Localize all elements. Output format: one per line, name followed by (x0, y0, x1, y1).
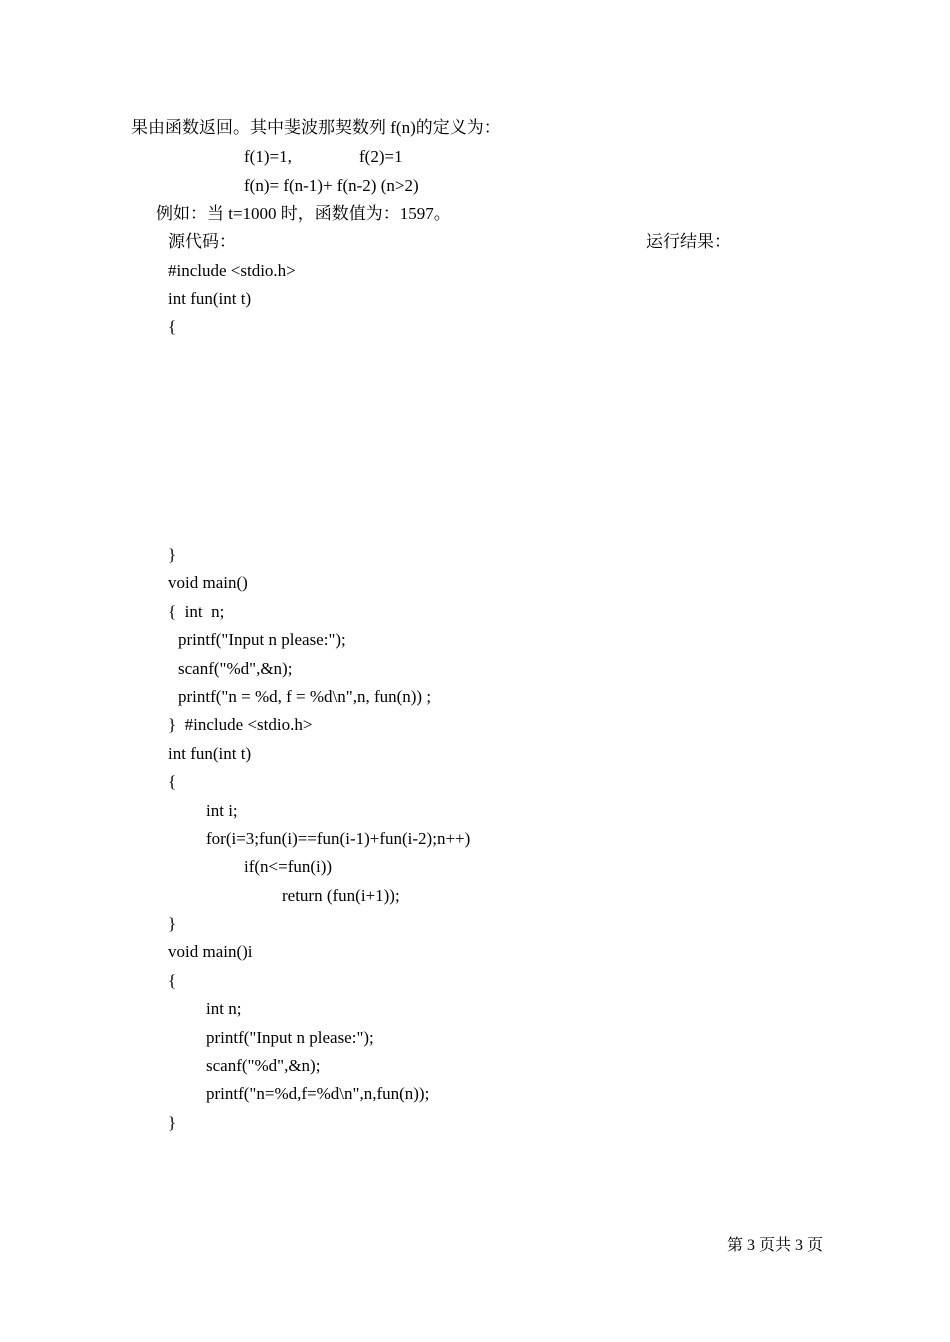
answer-return: return (fun(i+1)); (282, 886, 400, 905)
answer-printf-result: printf("n=%d,f=%d\n",n,fun(n)); (206, 1084, 430, 1103)
code-scanf: scanf("%d",&n); (178, 659, 293, 678)
answer-main-signature: void main()i (168, 942, 253, 961)
definition-f2: f(2)=1 (359, 147, 403, 166)
answer-main-close: } (168, 1113, 177, 1132)
code-close-include: } #include <stdio.h> (168, 715, 313, 734)
answer-decl-n: int n; (206, 999, 242, 1018)
definition-f1: f(1)=1, (244, 147, 292, 166)
source-code-label: 源代码： (168, 232, 236, 251)
answer-decl-i: int i; (206, 801, 238, 820)
answer-printf-prompt: printf("Input n please:"); (206, 1028, 374, 1047)
answer-open-brace: { (168, 772, 177, 791)
code-printf-prompt: printf("Input n please:"); (178, 630, 346, 649)
code-main-decl: { int n; (168, 602, 225, 621)
run-result-label: 运行结果： (646, 232, 731, 251)
answer-scanf: scanf("%d",&n); (206, 1056, 321, 1075)
answer-if: if(n<=fun(i)) (244, 857, 333, 876)
code-printf-result: printf("n = %d, f = %d\n",n, fun(n)) ; (178, 687, 432, 706)
answer-main-open: { (168, 971, 177, 990)
answer-for-loop: for(i=3;fun(i)==fun(i-1)+fun(i-2);n++) (206, 829, 471, 848)
code-fun-signature: int fun(int t) (168, 289, 252, 308)
definition-fn: f(n)= f(n-1)+ f(n-2) (n>2) (244, 176, 419, 195)
page-footer: 第 3 页共 3 页 (727, 1237, 824, 1254)
code-include: #include <stdio.h> (168, 261, 296, 280)
code-close-brace: } (168, 545, 177, 564)
intro-line: 果由函数返回。其中斐波那契数列 f(n)的定义为： (131, 118, 501, 137)
example-line: 例如：当 t=1000 时，函数值为：1597。 (156, 204, 451, 223)
answer-close-brace: } (168, 914, 177, 933)
code-open-brace: { (168, 317, 177, 336)
code-main-signature: void main() (168, 573, 248, 592)
answer-fun-signature: int fun(int t) (168, 744, 252, 763)
